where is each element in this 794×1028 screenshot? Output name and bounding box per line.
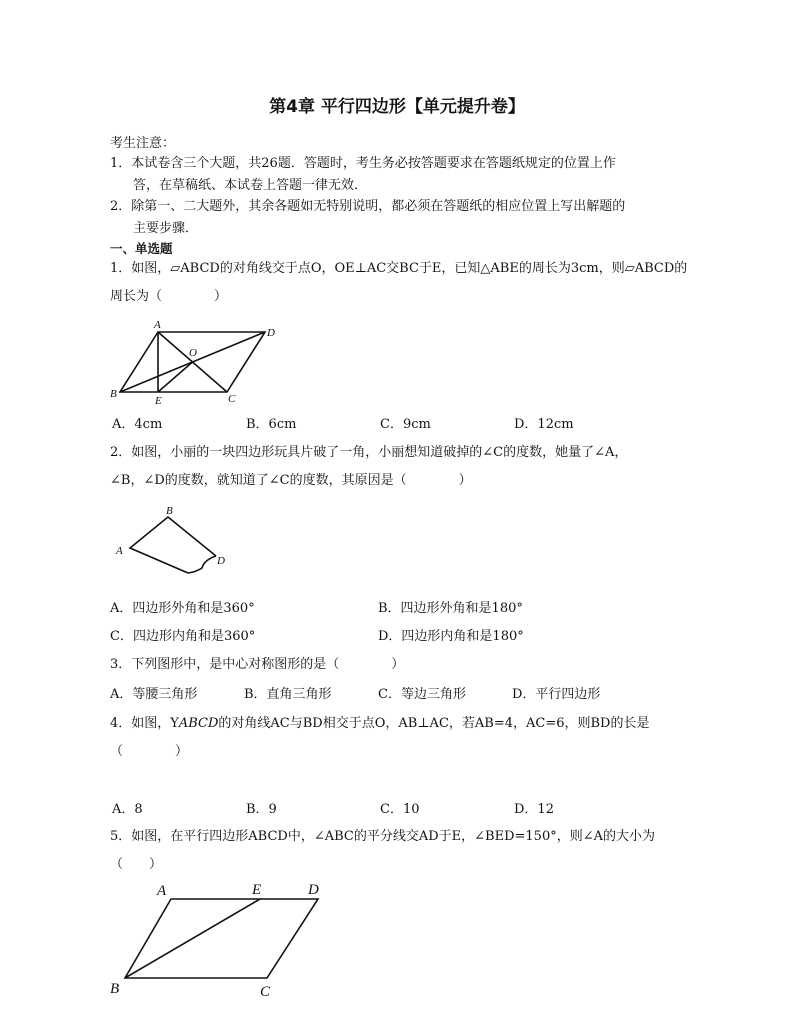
question-4-stem-cont: （ ） (110, 744, 189, 759)
question-2-option-c[interactable]: C．四边形内角和是360° (110, 629, 256, 644)
section-heading-single-choice: 一、单选题 (110, 241, 173, 256)
question-5-figure (108, 880, 338, 998)
question-3-option-d[interactable]: D．平行四边形 (512, 687, 601, 702)
label-d: D (267, 327, 275, 339)
question-4-option-a[interactable]: A．8 (112, 802, 143, 817)
question-2-figure (112, 502, 242, 594)
page-title: 第4章 平行四边形【单元提升卷】 (269, 97, 525, 117)
question-5-stem-cont: （ ） (110, 857, 163, 872)
question-2-stem: 2．如图，小丽的一块四边形玩具片破了一角，小丽想知道破掉的∠C的度数，她量了∠A， (110, 445, 628, 460)
label-a: A (154, 319, 161, 331)
question-4-option-b[interactable]: B．9 (246, 802, 277, 817)
label-o: O (189, 347, 197, 359)
question-4-stem-a: 4．如图，Y (110, 716, 179, 731)
label-d: D (217, 555, 225, 567)
question-1-option-b[interactable]: B．6cm (246, 417, 297, 432)
question-5-stem: 5．如图，在平行四边形ABCD中，∠ABC的平分线交AD于E，∠BED=150°，则∠A的大小为 (110, 829, 655, 844)
label-a: A (157, 883, 167, 899)
question-4-option-c[interactable]: C．10 (380, 802, 420, 817)
question-2-option-d[interactable]: D．四边形内角和是180° (378, 629, 524, 644)
parallelogram-abcd (125, 899, 318, 978)
question-2-stem-cont: ∠B，∠D的度数，就知道了∠C的度数，其原因是（ ） (110, 473, 472, 488)
label-e: E (252, 882, 262, 898)
question-3-stem: 3．下列图形中，是中心对称图形的是（ ） (110, 657, 405, 672)
notice-heading: 考生注意： (110, 136, 176, 151)
question-1-stem-cont: 周长为（ ） (110, 289, 228, 304)
label-d: D (308, 882, 319, 898)
question-1-figure (110, 318, 280, 407)
label-c: C (228, 393, 236, 405)
question-1-option-c[interactable]: C．9cm (380, 417, 431, 432)
question-3-option-b[interactable]: B．直角三角形 (244, 687, 332, 702)
question-4-stem-b: ABCD (178, 716, 219, 731)
notice-item-1: 1．本试卷含三个大题，共26题．答题时，考生务必按答题要求在答题纸规定的位置上作 (110, 156, 616, 171)
notice-item-2: 2．除第一、二大题外，其余各题如无特别说明，都必须在答题纸的相应位置上写出解题的 (110, 199, 626, 214)
question-3-option-c[interactable]: C．等边三角形 (378, 687, 466, 702)
question-3-option-a[interactable]: A．等腰三角形 (110, 687, 198, 702)
question-1-option-d[interactable]: D．12cm (514, 417, 574, 432)
question-1-stem: 1．如图，▱ABCD的对角线交于点O，OE⊥AC交BC于E，已知△ABE的周长为3cm，则▱ABCD的 (110, 261, 688, 276)
label-b: B (166, 505, 173, 517)
question-4-option-d[interactable]: D．12 (514, 802, 554, 817)
notice-item-2-cont: 主要步骤． (133, 221, 199, 236)
question-2-option-a[interactable]: A．四边形外角和是360° (110, 601, 255, 616)
question-4-stem-c: 的对角线AC与BD相交于点O，AB⊥AC，若AB=4，AC=6，则BD的长是 (218, 716, 650, 731)
notice-item-1-cont: 答，在草稿纸、本试卷上答题一律无效． (133, 178, 368, 193)
question-1-option-a[interactable]: A．4cm (112, 417, 163, 432)
label-e: E (155, 395, 162, 407)
label-b: B (110, 981, 120, 997)
broken-corner-arc (188, 556, 216, 573)
label-a: A (116, 545, 123, 557)
question-4-stem (110, 717, 649, 730)
label-b: B (110, 388, 117, 400)
question-2-option-b[interactable]: B．四边形外角和是180° (378, 601, 523, 616)
label-c: C (260, 984, 271, 1000)
segment-oe (158, 362, 193, 392)
bisector-be (125, 899, 260, 978)
